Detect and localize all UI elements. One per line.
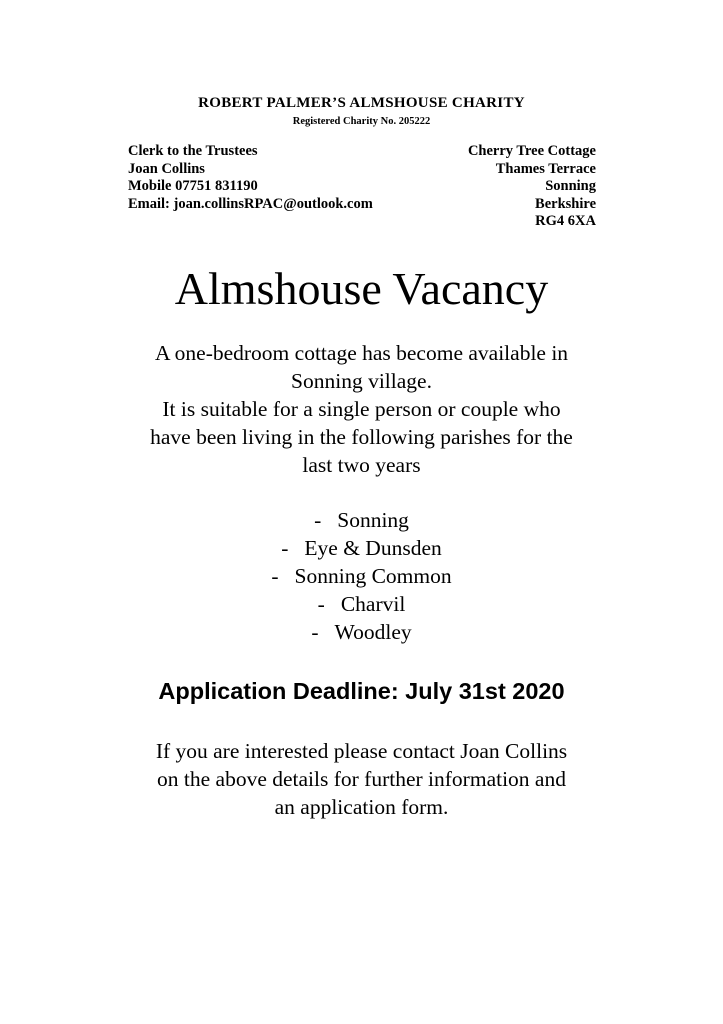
address-line: Thames Terrace: [495, 160, 596, 177]
intro-line: A one-bedroom cottage has become available in: [154, 340, 569, 365]
parish-item: [120, 562, 603, 590]
parish-list: [120, 506, 603, 646]
registered-charity-number: Registered Charity No. 205222: [292, 116, 431, 127]
parish-item: [120, 590, 603, 618]
intro-line: have been living in the following parishes for the: [150, 424, 573, 449]
address-line: Sonning: [545, 178, 596, 195]
contact-line: Joan Collins: [128, 160, 205, 177]
dash-bullet: -: [314, 507, 322, 532]
closing-line: on the above details for further information and: [157, 766, 566, 791]
address-line-postcode: RG4 6XA: [535, 213, 596, 230]
contact-section: [120, 143, 603, 231]
address-block: [468, 143, 596, 231]
closing-line: If you are interested please contact Joan Collins: [155, 738, 568, 763]
closing-line: an application form.: [274, 794, 449, 819]
parish-item: [120, 534, 603, 562]
parish-name: Sonning Common: [294, 563, 452, 588]
contact-line-email: Email: joan.collinsRPAC@outlook.com: [128, 195, 373, 212]
dash-bullet: -: [271, 563, 279, 588]
parish-item: [120, 506, 603, 534]
contact-line: Mobile 07751 831190: [128, 178, 258, 195]
closing-paragraph: [120, 737, 603, 821]
application-deadline: Application Deadline: July 31st 2020: [158, 677, 565, 704]
dash-bullet: -: [317, 591, 325, 616]
intro-paragraph: [120, 339, 603, 479]
intro-line: It is suitable for a single person or couple who: [162, 396, 561, 421]
address-line: Berkshire: [535, 195, 596, 212]
parish-name: Charvil: [340, 591, 406, 616]
parish-item: [120, 618, 603, 646]
document-title: Almshouse Vacancy: [174, 262, 549, 314]
intro-line: Sonning village.: [291, 368, 432, 393]
parish-name: Eye & Dunsden: [304, 535, 442, 560]
clerk-contact-block: [128, 143, 373, 231]
dash-bullet: -: [311, 619, 319, 644]
dash-bullet: -: [281, 535, 289, 560]
charity-name-heading: ROBERT PALMER’S ALMSHOUSE CHARITY: [198, 95, 525, 111]
contact-line: Clerk to the Trustees: [128, 143, 258, 159]
address-line: Cherry Tree Cottage: [467, 143, 596, 159]
intro-line: last two years: [302, 452, 421, 477]
parish-name: Sonning: [337, 507, 409, 532]
parish-name: Woodley: [334, 619, 412, 644]
